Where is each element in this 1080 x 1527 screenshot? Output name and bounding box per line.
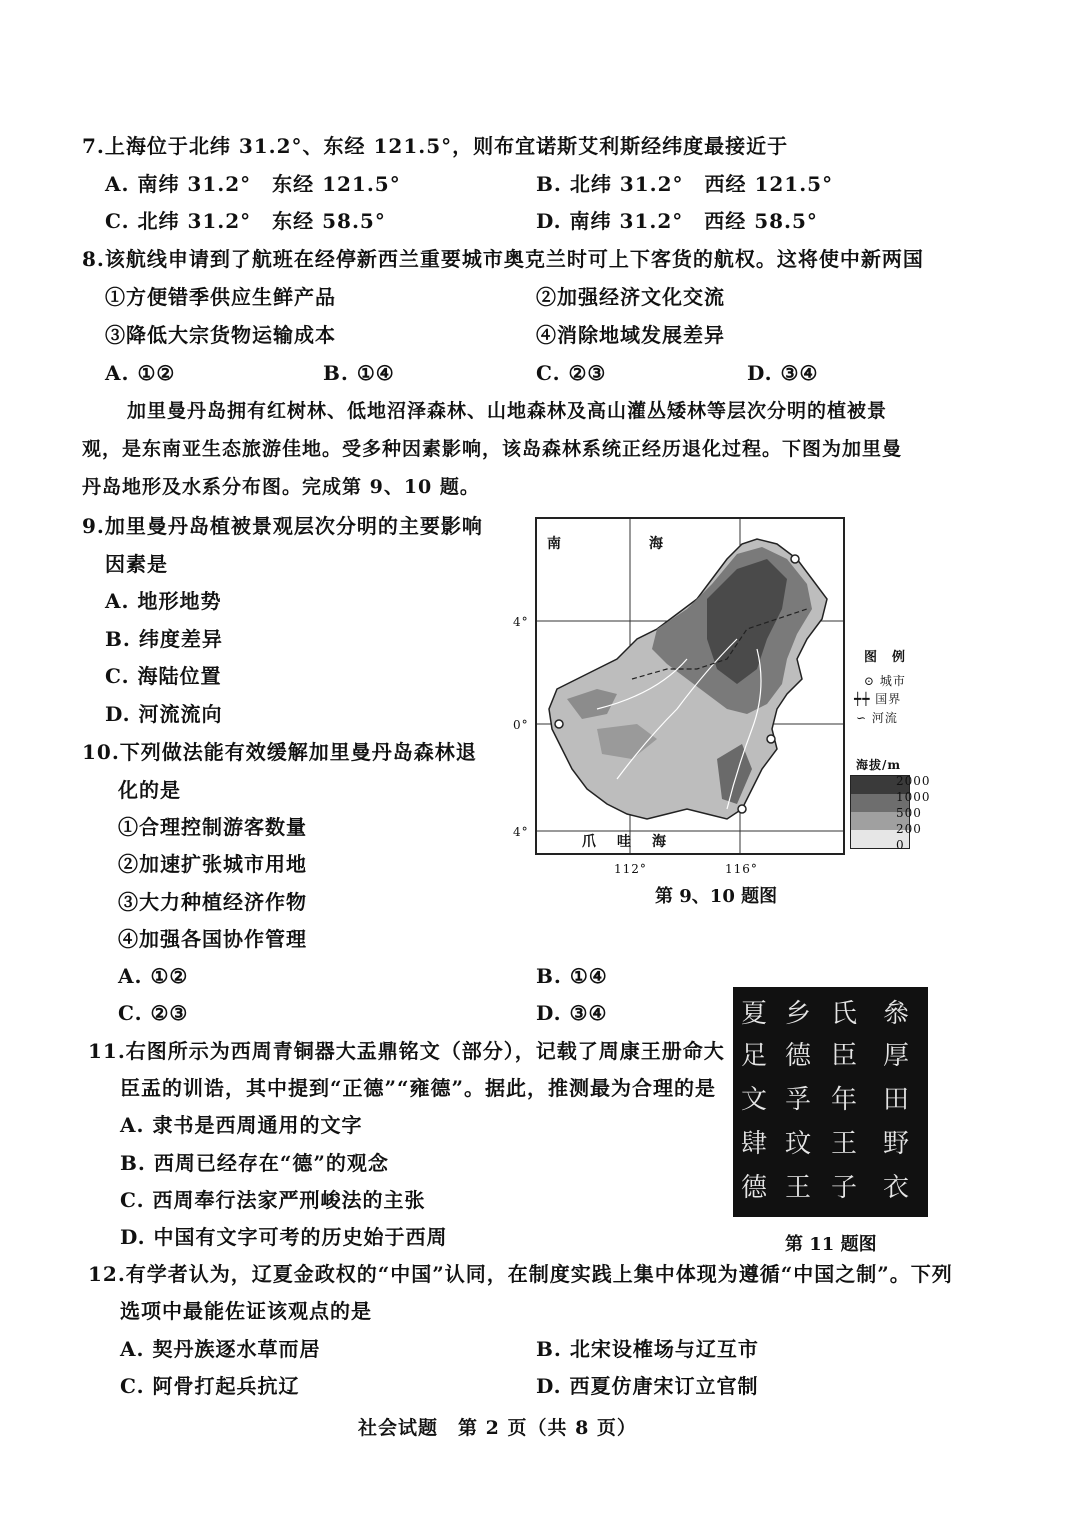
map-sea-south-char-2: 海 xyxy=(649,536,664,552)
elev-label-1000: 1000 xyxy=(896,790,931,804)
q7-option-c[interactable]: C. 北纬 31.2° 东经 58.5° xyxy=(105,209,386,233)
q7-option-b[interactable]: B. 北纬 31.2° 西经 121.5° xyxy=(536,172,834,196)
passage-line-3: 丹岛地形及水系分布图。完成第 9、10 题。 xyxy=(82,476,480,498)
city-icon: ⊙ xyxy=(864,674,876,688)
q8-option-a[interactable]: A. ①② xyxy=(105,361,176,385)
city-banjarmasin xyxy=(738,805,746,813)
river-icon: ∽ xyxy=(856,711,868,725)
legend-river-row xyxy=(856,705,898,731)
legend-border-label: 国界 xyxy=(875,692,902,706)
q11-stem-line-2: 臣盂的训诰，其中提到“正德”“雍德”。据此，推测最为合理的是 xyxy=(120,1076,717,1100)
map-sea-java-char-3: 海 xyxy=(652,834,667,850)
page-footer: 社会试题 第 2 页（共 8 页） xyxy=(358,1417,637,1439)
q12-option-a[interactable]: A. 契丹族逐水草而居 xyxy=(120,1337,321,1361)
q10-stem-line-2: 化的是 xyxy=(118,778,181,802)
legend-title: 图 例 xyxy=(864,650,907,665)
border-icon: ┿┿ xyxy=(854,692,871,706)
q10-option-a[interactable]: A. ①② xyxy=(118,964,189,988)
q9-option-b[interactable]: B. 纬度差异 xyxy=(105,627,223,651)
q8-item-4: ④消除地域发展差异 xyxy=(536,323,725,347)
q12-stem-line-1: 12.有学者认为，辽夏金政权的“中国”认同，在制度实践上集中体现为遵循“中国之制”。下列 xyxy=(88,1262,953,1286)
q7-stem: 7.上海位于北纬 31.2°、东经 121.5°，则布宜诺斯艾利斯经纬度最接近于 xyxy=(82,134,789,158)
q10-item-2: ②加速扩张城市用地 xyxy=(118,852,307,876)
q8-item-2: ②加强经济文化交流 xyxy=(536,285,725,309)
q8-option-c[interactable]: C. ②③ xyxy=(536,361,607,385)
elev-label-200: 200 xyxy=(896,822,922,836)
q12-stem-line-2: 选项中最能佐证该观点的是 xyxy=(120,1299,372,1323)
q11-option-a[interactable]: A. 隶书是西周通用的文字 xyxy=(120,1113,363,1137)
q12-option-c[interactable]: C. 阿骨打起兵抗辽 xyxy=(120,1374,300,1398)
city-kota-kinabalu xyxy=(791,555,799,563)
elevation-title: 海拔/m xyxy=(856,758,902,772)
q7-option-a[interactable]: A. 南纬 31.2° 东经 121.5° xyxy=(105,172,401,196)
q9-option-c[interactable]: C. 海陆位置 xyxy=(105,664,222,688)
q9-stem-line-2: 因素是 xyxy=(105,552,168,576)
q9-stem-line-1: 9.加里曼丹岛植被景观层次分明的主要影响 xyxy=(82,514,483,538)
q8-stem: 8.该航线申请到了航班在经停新西兰重要城市奥克兰时可上下客货的航权。这将使中新两国 xyxy=(82,247,924,271)
q8-item-3: ③降低大宗货物运输成本 xyxy=(105,323,336,347)
map-caption: 第 9、10 题图 xyxy=(655,886,778,907)
map-lat-label-4n: 4° xyxy=(513,615,529,629)
q12-option-b[interactable]: B. 北宋设榷场与辽互市 xyxy=(536,1337,759,1361)
map-sea-java-char-2: 哇 xyxy=(617,834,632,850)
q10-item-4: ④加强各国协作管理 xyxy=(118,927,307,951)
map-drawing xyxy=(537,519,843,853)
borneo-terrain-map xyxy=(535,517,845,855)
q11-option-d[interactable]: D. 中国有文字可考的历史始于西周 xyxy=(120,1225,448,1249)
q8-option-d[interactable]: D. ③④ xyxy=(747,361,819,385)
elev-label-2000: 2000 xyxy=(896,774,931,788)
q11-stem-line-1: 11.右图所示为西周青铜器大盂鼎铭文（部分），记载了周康王册命大 xyxy=(88,1039,725,1063)
elev-label-500: 500 xyxy=(896,806,922,820)
city-samarinda xyxy=(767,735,775,743)
q11-option-b[interactable]: B. 西周已经存在“德”的观念 xyxy=(120,1151,389,1175)
q10-item-3: ③大力种植经济作物 xyxy=(118,890,307,914)
legend-river-label: 河流 xyxy=(871,711,898,725)
map-lat-label-4s: 4° xyxy=(513,825,529,839)
elev-label-0: 0 xyxy=(896,838,905,852)
map-lat-label-0: 0° xyxy=(513,718,529,732)
q10-option-c[interactable]: C. ②③ xyxy=(118,1001,189,1025)
q9-option-d[interactable]: D. 河流流向 xyxy=(105,702,223,726)
q10-option-b[interactable]: B. ①④ xyxy=(536,964,608,988)
q10-option-d[interactable]: D. ③④ xyxy=(536,1001,608,1025)
inscription-rubbing-image: 夏 乡 氏 叅 足 德 臣 厚 文 孚 年 田 肆 玟 王 野 德 王 子 衣 xyxy=(733,987,928,1217)
q8-item-1: ①方便错季供应生鲜产品 xyxy=(105,285,336,309)
inscription-caption: 第 11 题图 xyxy=(785,1234,877,1255)
q7-option-d[interactable]: D. 南纬 31.2° 西经 58.5° xyxy=(536,209,818,233)
q10-item-1: ①合理控制游客数量 xyxy=(118,815,307,839)
map-lon-label-116: 116° xyxy=(725,862,758,876)
city-pontianak xyxy=(555,720,563,728)
q8-option-b[interactable]: B. ①④ xyxy=(323,361,395,385)
q9-option-a[interactable]: A. 地形地势 xyxy=(105,589,222,613)
passage-line-1: 加里曼丹岛拥有红树林、低地沼泽森林、山地森林及高山灌丛矮林等层次分明的植被景 xyxy=(127,400,888,422)
q10-stem-line-1: 10.下列做法能有效缓解加里曼丹岛森林退 xyxy=(82,740,477,764)
passage-line-2: 观，是东南亚生态旅游佳地。受多种因素影响，该岛森林系统正经历退化过程。下图为加里曼 xyxy=(82,438,903,460)
legend-city-label: 城市 xyxy=(879,674,906,688)
map-sea-java-char-1: 爪 xyxy=(582,834,597,850)
q11-option-c[interactable]: C. 西周奉行法家严刑峻法的主张 xyxy=(120,1188,426,1212)
q12-option-d[interactable]: D. 西夏仿唐宋订立官制 xyxy=(536,1374,759,1398)
map-lon-label-112: 112° xyxy=(614,862,647,876)
map-sea-south-char-1: 南 xyxy=(547,536,562,552)
